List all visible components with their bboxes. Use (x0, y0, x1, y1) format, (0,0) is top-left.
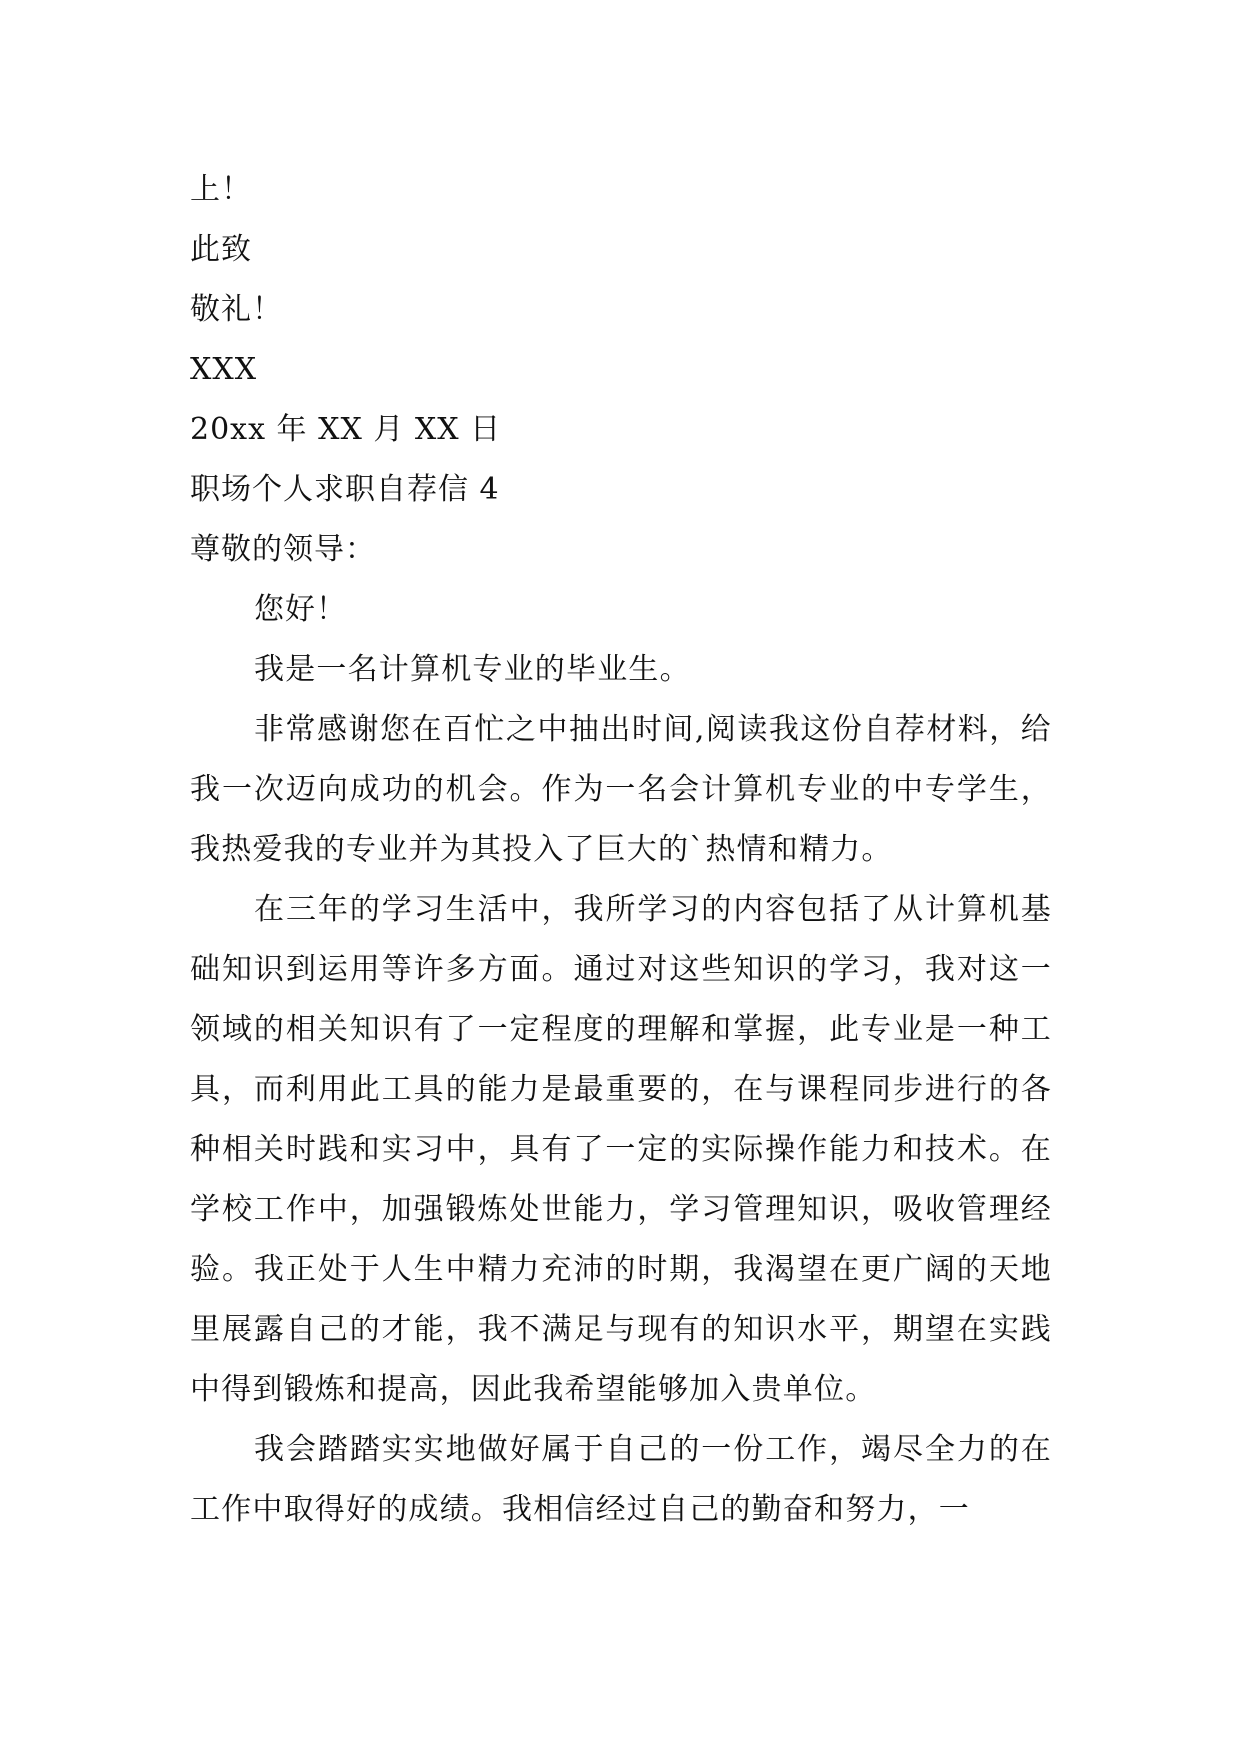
paragraph: 在三年的学习生活中，我所学习的内容包括了从计算机基础知识到运用等许多方面。通过对这些知识的学习，我对这一领域的相关知识有了一定程度的理解和掌握，此专业是一种工具，而利用此工具的能力是最重要的，在与课程同步进行的各种相关时践和实习中，具有了一定的实际操作能力和技术。在学校工作中，加强锻炼处世能力，学习管理知识，吸收管理经验。我正处于人生中精力充沛的时期，我渴望在更广阔的天地里展露自己的才能，我不满足与现有的知识水平，期望在实践中得到锻炼和提高，因此我希望能够加入贵单位。 (190, 892, 1052, 1407)
closing-line-1: 上！ (190, 172, 252, 207)
closing-line-3: 敬礼！ (190, 292, 283, 327)
document-body (190, 160, 1052, 1540)
closing-line-2: 此致 (190, 232, 252, 267)
date: 20xx 年 XX 月 XX 日 (190, 412, 502, 447)
salutation: 尊敬的领导： (190, 532, 376, 567)
letter-title: 职场个人求职自荐信 4 (190, 472, 500, 507)
greeting: 您好！ (254, 592, 347, 627)
paragraph: 我是一名计算机专业的毕业生。 (254, 652, 691, 687)
signature: XXX (190, 352, 258, 387)
paragraph: 非常感谢您在百忙之中抽出时间,阅读我这份自荐材料，给我一次迈向成功的机会。作为一名会计算机专业的中专学生，我热爱我的专业并为其投入了巨大的`热情和精力。 (190, 712, 1052, 867)
paragraph: 我会踏踏实实地做好属于自己的一份工作，竭尽全力的在工作中取得好的成绩。我相信经过自己的勤奋和努力，一 (190, 1432, 1052, 1527)
